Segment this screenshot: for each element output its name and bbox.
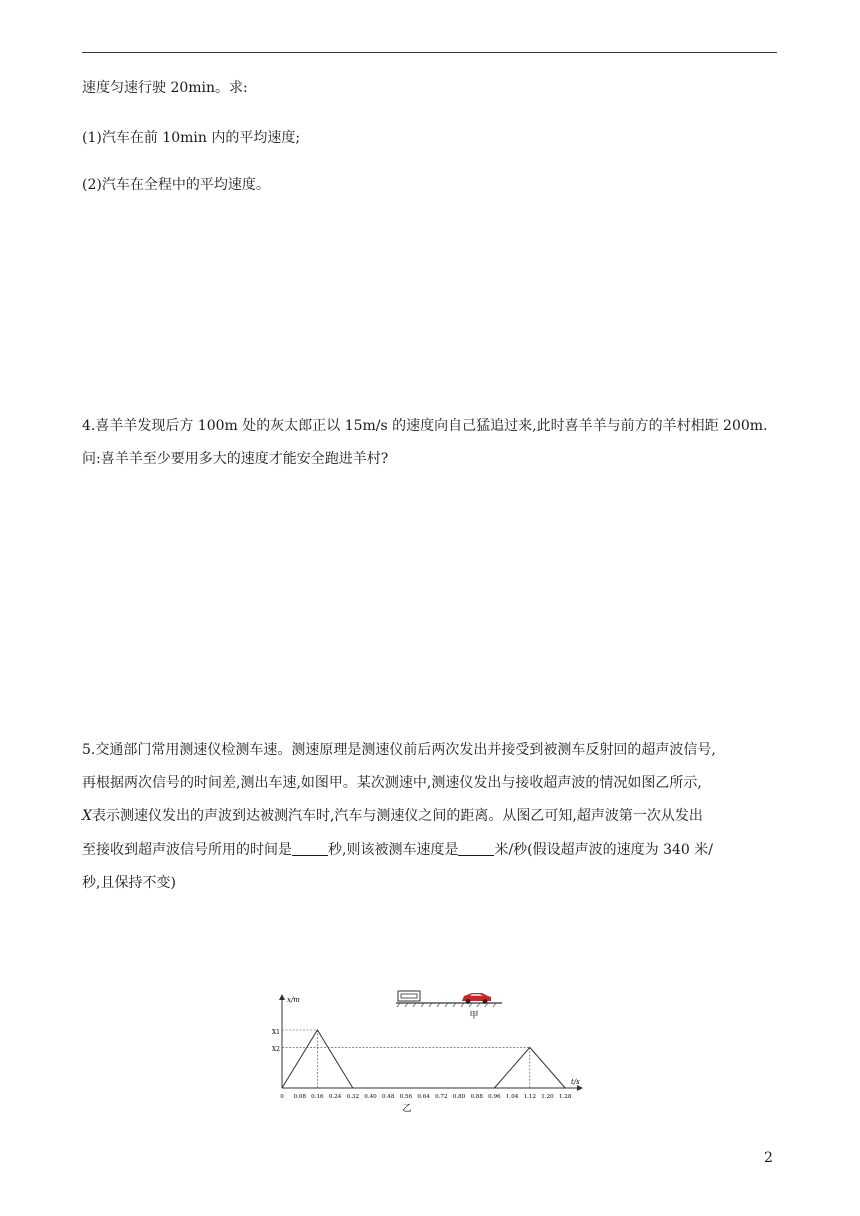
x-tick-label: 0.24 bbox=[328, 1094, 342, 1100]
dashed-guides bbox=[282, 1030, 530, 1088]
x-tick-label: 1.20 bbox=[541, 1094, 554, 1100]
y-tick-x2: X2 bbox=[271, 1046, 280, 1053]
q5-var-x: X bbox=[82, 808, 92, 824]
x-tick-label: 0.32 bbox=[346, 1094, 360, 1100]
x-tick-label: 0.96 bbox=[488, 1094, 501, 1100]
caption-yi: 乙 bbox=[402, 1104, 412, 1114]
y-tick-x1: X1 bbox=[271, 1029, 280, 1036]
page-number: 2 bbox=[764, 1150, 773, 1166]
x-tick-label: 0.40 bbox=[364, 1094, 377, 1100]
q3-line1: 速度匀速行驶 20min。求: bbox=[82, 80, 248, 96]
x-tick-label: 0.08 bbox=[293, 1094, 306, 1100]
y-axis-label: x/m bbox=[287, 996, 300, 1004]
x-tick-label: 1.12 bbox=[523, 1094, 537, 1100]
x-tick-label: 1.04 bbox=[505, 1094, 519, 1100]
q3-part1: (1)汽车在前 10min 内的平均速度; bbox=[82, 130, 301, 146]
x-tick-label: 0.80 bbox=[452, 1094, 466, 1100]
x-tick-label: 0.16 bbox=[311, 1094, 324, 1100]
q4-line1: 4.喜羊羊发现后方 100m 处的灰太郎正以 15m/s 的速度向自己猛追过来,此时喜羊羊与前方的羊村相距 200m. bbox=[82, 418, 768, 434]
q5-line3 bbox=[82, 806, 703, 826]
caption-jia: 甲 bbox=[469, 1011, 479, 1021]
x-tick-label: 0.48 bbox=[381, 1094, 395, 1100]
x-tick-label: 0.72 bbox=[435, 1094, 448, 1100]
q5-line4-c: 米/秒(假设超声波的速度为 340 米/ bbox=[494, 842, 713, 858]
q5-line1: 5.交通部门常用测速仪检测车速。测速原理是测速仪前后两次发出并接受到被测车反射回的超声波信号, bbox=[82, 742, 716, 758]
x-tick-label: 1.28 bbox=[558, 1094, 572, 1100]
signal-triangle-2 bbox=[494, 1047, 565, 1088]
q4-line2: 问:喜羊羊至少要用多大的速度才能安全跑进羊村? bbox=[82, 451, 389, 467]
x-tick-labels bbox=[280, 1094, 572, 1100]
chart-series bbox=[282, 1030, 565, 1088]
q5-line4 bbox=[82, 840, 713, 860]
x-tick-label: 0 bbox=[280, 1094, 284, 1100]
q5-line3-text: 表示测速仪发出的声波到达被测汽车时,汽车与测速仪之间的距离。从图乙可知,超声波第一次从发出 bbox=[91, 808, 703, 824]
q5-line2: 再根据两次信号的时间差,测出车速,如图甲。某次测速中,测速仪发出与接收超声波的情况如图乙所示, bbox=[82, 775, 702, 791]
x-tick-label: 0.56 bbox=[399, 1094, 413, 1100]
x-tick-label: 0.64 bbox=[417, 1094, 430, 1100]
header-rule bbox=[82, 52, 777, 53]
q5-line4-a: 至接收到超声波信号所用的时间是 bbox=[82, 842, 292, 858]
x-axis-label: t/s bbox=[571, 1078, 580, 1086]
x-tick-label: 0.88 bbox=[470, 1094, 483, 1100]
answer-blank-2[interactable] bbox=[458, 841, 494, 856]
answer-blank-1[interactable] bbox=[292, 841, 328, 856]
q5-line5: 秒,且保持不变) bbox=[82, 875, 176, 891]
q3-part2: (2)汽车在全程中的平均速度。 bbox=[82, 177, 270, 193]
figure-yi-chart bbox=[270, 992, 590, 1116]
q5-line4-b: 秒,则该被测车速度是 bbox=[328, 842, 459, 858]
